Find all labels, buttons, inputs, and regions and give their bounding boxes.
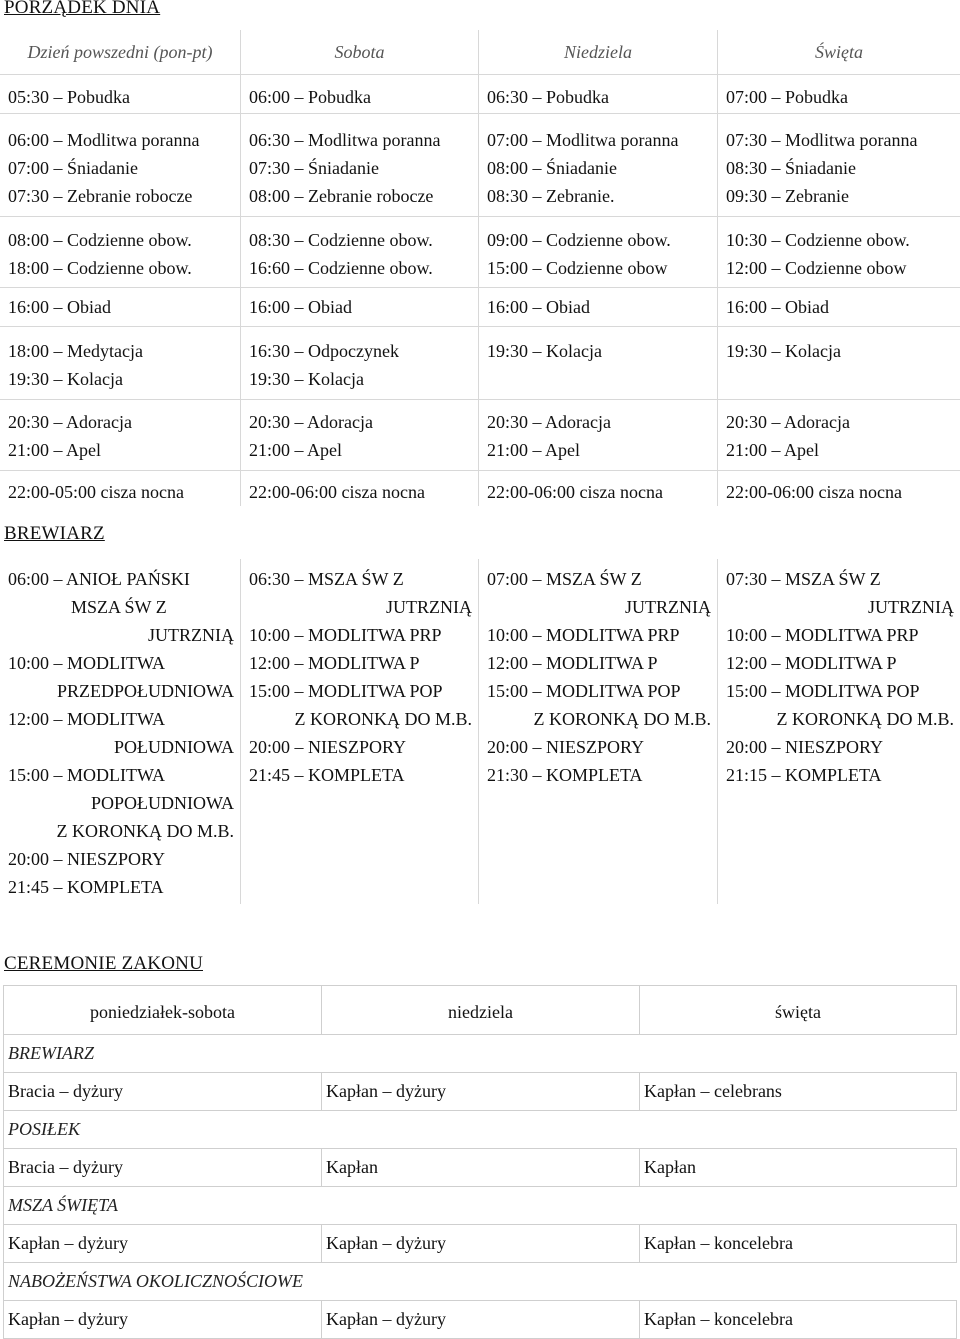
ceremonie-row bbox=[4, 1149, 957, 1187]
ceremonie-cell: Kapłan bbox=[640, 1149, 957, 1187]
schedule-cell bbox=[240, 288, 478, 326]
schedule-entry: 06:00 – Modlitwa poranna bbox=[8, 130, 200, 150]
schedule-entry: 06:30 – Pobudka bbox=[487, 87, 610, 107]
schedule-entry: 09:30 – Zebranie bbox=[726, 186, 849, 206]
schedule-cell bbox=[0, 288, 240, 326]
ceremonie-title: CEREMONIE ZAKONU bbox=[4, 953, 203, 974]
schedule-entry: 19:30 – Kolacja bbox=[249, 369, 364, 389]
schedule-cell bbox=[0, 400, 240, 470]
schedule-entry: 16:00 – Obiad bbox=[249, 297, 352, 317]
section-label: MSZA ŚWIĘTA bbox=[4, 1187, 957, 1225]
ceremonie-cell: Kapłan – koncelebra bbox=[640, 1301, 957, 1339]
schedule-entry: 08:00 – Śniadanie bbox=[487, 158, 617, 178]
porzadek-title: PORZĄDEK DNIA bbox=[4, 0, 161, 18]
ceremonie-row bbox=[4, 1225, 957, 1263]
schedule-entry: 07:00 – Modlitwa poranna bbox=[487, 130, 679, 150]
schedule-entry: 22:00-06:00 cisza nocna bbox=[487, 482, 663, 502]
schedule-entry: 19:30 – Kolacja bbox=[726, 341, 841, 361]
column-header-sunday: niedziela bbox=[322, 986, 640, 1035]
schedule-entry: 21:00 – Apel bbox=[726, 440, 819, 460]
ceremonie-table bbox=[3, 985, 957, 1339]
schedule-cell bbox=[0, 114, 240, 216]
schedule-cell bbox=[478, 217, 717, 287]
section-label: POSIŁEK bbox=[4, 1111, 957, 1149]
schedule-entry: 20:30 – Adoracja bbox=[8, 412, 132, 432]
schedule-row-night bbox=[0, 471, 960, 506]
schedule-cell bbox=[0, 327, 240, 399]
porzadek-header-row bbox=[0, 30, 960, 75]
schedule-entry: 16:60 – Codzienne obow. bbox=[249, 258, 433, 278]
column-header-weekday: Dzień powszedni (pon-pt) bbox=[27, 42, 213, 62]
prayer-entry: 10:00 – MODLITWA bbox=[8, 653, 165, 673]
schedule-cell bbox=[717, 217, 960, 287]
brewiarz-sunday-column bbox=[478, 559, 717, 904]
schedule-cell bbox=[478, 471, 717, 506]
schedule-entry: 08:30 – Zebranie. bbox=[487, 186, 615, 206]
prayer-entry: 06:00 – ANIOŁ PAŃSKI bbox=[8, 569, 190, 589]
schedule-cell bbox=[240, 114, 478, 216]
schedule-cell bbox=[717, 471, 960, 506]
ceremonie-cell: Kapłan – celebrans bbox=[640, 1073, 957, 1111]
schedule-entry: 08:00 – Codzienne obow. bbox=[8, 230, 192, 250]
prayer-entry: 21:15 – KOMPLETA bbox=[726, 765, 882, 785]
brewiarz-weekday-column bbox=[0, 559, 240, 904]
prayer-entry: 20:00 – NIESZPORY bbox=[487, 737, 645, 757]
ceremonie-row bbox=[4, 1073, 957, 1111]
schedule-entry: 22:00-05:00 cisza nocna bbox=[8, 482, 184, 502]
schedule-cell bbox=[0, 217, 240, 287]
ceremonie-row bbox=[4, 1301, 957, 1339]
column-header-holiday: święta bbox=[640, 986, 957, 1035]
column-header-mon-sat: poniedziałek-sobota bbox=[4, 986, 322, 1035]
prayer-entry: JUTRZNIĄ bbox=[868, 597, 954, 617]
prayer-entry: 15:00 – MODLITWA POP bbox=[726, 681, 920, 701]
schedule-entry: 06:30 – Modlitwa poranna bbox=[249, 130, 441, 150]
prayer-entry: 12:00 – MODLITWA bbox=[8, 709, 165, 729]
prayer-entry: 21:45 – KOMPLETA bbox=[8, 877, 164, 897]
schedule-row-evening bbox=[0, 327, 960, 400]
schedule-cell bbox=[717, 114, 960, 216]
column-header-holiday: Święta bbox=[717, 30, 960, 74]
schedule-entry: 05:30 – Pobudka bbox=[8, 87, 131, 107]
schedule-entry: 20:30 – Adoracja bbox=[726, 412, 850, 432]
schedule-entry: 22:00-06:00 cisza nocna bbox=[249, 482, 425, 502]
schedule-entry: 07:00 – Pobudka bbox=[726, 87, 849, 107]
schedule-entry: 07:30 – Śniadanie bbox=[249, 158, 379, 178]
prayer-entry: 07:30 – MSZA ŚW Z bbox=[726, 569, 881, 589]
prayer-entry: 20:00 – NIESZPORY bbox=[249, 737, 407, 757]
schedule-cell bbox=[478, 75, 717, 113]
ceremonie-cell: Bracia – dyżury bbox=[4, 1073, 322, 1111]
prayer-entry: Z KORONKĄ DO M.B. bbox=[294, 709, 472, 729]
brewiarz-table bbox=[0, 559, 960, 904]
schedule-entry: 19:30 – Kolacja bbox=[487, 341, 602, 361]
prayer-entry: 10:00 – MODLITWA PRP bbox=[487, 625, 680, 645]
section-row-brewiarz bbox=[4, 1035, 957, 1073]
prayer-entry: 20:00 – NIESZPORY bbox=[8, 849, 166, 869]
prayer-entry: POPOŁUDNIOWA bbox=[91, 793, 234, 813]
schedule-cell bbox=[240, 75, 478, 113]
prayer-entry: Z KORONKĄ DO M.B. bbox=[776, 709, 954, 729]
brewiarz-holiday-column bbox=[717, 559, 960, 904]
ceremonie-cell: Kapłan – dyżury bbox=[322, 1301, 640, 1339]
brewiarz-saturday-column bbox=[240, 559, 478, 904]
schedule-entry: 19:30 – Kolacja bbox=[8, 369, 123, 389]
schedule-cell bbox=[0, 75, 240, 113]
prayer-entry: JUTRZNIĄ bbox=[386, 597, 472, 617]
schedule-entry: 06:00 – Pobudka bbox=[249, 87, 372, 107]
schedule-cell bbox=[240, 217, 478, 287]
schedule-row-adoration bbox=[0, 400, 960, 471]
prayer-entry: 20:00 – NIESZPORY bbox=[726, 737, 884, 757]
prayer-entry: 06:30 – MSZA ŚW Z bbox=[249, 569, 404, 589]
schedule-row-lunch bbox=[0, 288, 960, 327]
column-header-saturday: Sobota bbox=[240, 30, 478, 74]
schedule-entry: 07:30 – Modlitwa poranna bbox=[726, 130, 918, 150]
schedule-entry: 07:30 – Zebranie robocze bbox=[8, 186, 193, 206]
schedule-entry: 16:00 – Obiad bbox=[487, 297, 590, 317]
ceremonie-cell: Kapłan – dyżury bbox=[4, 1301, 322, 1339]
section-row-nabozenstwa bbox=[4, 1263, 957, 1301]
section-row-msza bbox=[4, 1187, 957, 1225]
ceremonie-cell: Kapłan – dyżury bbox=[322, 1225, 640, 1263]
brewiarz-row bbox=[0, 559, 960, 904]
prayer-entry: JUTRZNIĄ bbox=[148, 625, 234, 645]
prayer-entry: Z KORONKĄ DO M.B. bbox=[533, 709, 711, 729]
schedule-cell bbox=[478, 400, 717, 470]
schedule-row-duties bbox=[0, 217, 960, 288]
schedule-entry: 09:00 – Codzienne obow. bbox=[487, 230, 671, 250]
prayer-entry: 15:00 – MODLITWA POP bbox=[249, 681, 443, 701]
prayer-entry: 12:00 – MODLITWA P bbox=[249, 653, 420, 673]
schedule-entry: 08:00 – Zebranie robocze bbox=[249, 186, 434, 206]
schedule-entry: 21:00 – Apel bbox=[249, 440, 342, 460]
prayer-entry: Z KORONKĄ DO M.B. bbox=[56, 821, 234, 841]
prayer-entry: 21:30 – KOMPLETA bbox=[487, 765, 643, 785]
brewiarz-title: BREWIARZ bbox=[4, 523, 105, 544]
schedule-entry: 16:30 – Odpoczynek bbox=[249, 341, 399, 361]
ceremonie-cell: Bracia – dyżury bbox=[4, 1149, 322, 1187]
schedule-entry: 20:30 – Adoracja bbox=[249, 412, 373, 432]
schedule-cell bbox=[478, 327, 717, 399]
prayer-entry: MSZA ŚW Z bbox=[71, 597, 167, 617]
prayer-entry: 15:00 – MODLITWA bbox=[8, 765, 165, 785]
prayer-entry: JUTRZNIĄ bbox=[625, 597, 711, 617]
prayer-entry: 15:00 – MODLITWA POP bbox=[487, 681, 681, 701]
prayer-entry: 07:00 – MSZA ŚW Z bbox=[487, 569, 642, 589]
schedule-entry: 08:30 – Śniadanie bbox=[726, 158, 856, 178]
schedule-entry: 08:30 – Codzienne obow. bbox=[249, 230, 433, 250]
schedule-entry: 15:00 – Codzienne obow bbox=[487, 258, 668, 278]
schedule-entry: 18:00 – Medytacja bbox=[8, 341, 143, 361]
ceremonie-cell: Kapłan – dyżury bbox=[322, 1073, 640, 1111]
schedule-cell bbox=[240, 327, 478, 399]
schedule-entry: 22:00-06:00 cisza nocna bbox=[726, 482, 902, 502]
porzadek-table bbox=[0, 30, 960, 506]
prayer-entry: 12:00 – MODLITWA P bbox=[487, 653, 658, 673]
column-header-sunday: Niedziela bbox=[478, 30, 717, 74]
schedule-cell bbox=[717, 400, 960, 470]
schedule-cell bbox=[240, 471, 478, 506]
schedule-row-wakeup bbox=[0, 75, 960, 114]
section-label: NABOŻEŃSTWA OKOLICZNOŚCIOWE bbox=[4, 1263, 957, 1301]
schedule-cell bbox=[717, 288, 960, 326]
schedule-entry: 12:00 – Codzienne obow bbox=[726, 258, 907, 278]
schedule-cell bbox=[717, 75, 960, 113]
ceremonie-cell: Kapłan – dyżury bbox=[4, 1225, 322, 1263]
schedule-entry: 18:00 – Codzienne obow. bbox=[8, 258, 192, 278]
schedule-cell bbox=[240, 400, 478, 470]
schedule-cell bbox=[478, 114, 717, 216]
ceremonie-cell: Kapłan – koncelebra bbox=[640, 1225, 957, 1263]
schedule-entry: 16:00 – Obiad bbox=[726, 297, 829, 317]
schedule-entry: 16:00 – Obiad bbox=[8, 297, 111, 317]
schedule-cell bbox=[0, 471, 240, 506]
prayer-entry: PRZEDPOŁUDNIOWA bbox=[57, 681, 234, 701]
prayer-entry: 21:45 – KOMPLETA bbox=[249, 765, 405, 785]
prayer-entry: 10:00 – MODLITWA PRP bbox=[726, 625, 919, 645]
ceremonie-cell: Kapłan bbox=[322, 1149, 640, 1187]
schedule-entry: 20:30 – Adoracja bbox=[487, 412, 611, 432]
schedule-entry: 21:00 – Apel bbox=[8, 440, 101, 460]
schedule-entry: 10:30 – Codzienne obow. bbox=[726, 230, 910, 250]
prayer-entry: 12:00 – MODLITWA P bbox=[726, 653, 897, 673]
schedule-cell bbox=[478, 288, 717, 326]
section-row-posilek bbox=[4, 1111, 957, 1149]
section-label: BREWIARZ bbox=[4, 1035, 957, 1073]
schedule-entry: 21:00 – Apel bbox=[487, 440, 580, 460]
prayer-entry: POŁUDNIOWA bbox=[114, 737, 234, 757]
schedule-cell bbox=[717, 327, 960, 399]
ceremonie-header-row bbox=[4, 986, 957, 1035]
prayer-entry: 10:00 – MODLITWA PRP bbox=[249, 625, 442, 645]
schedule-row-morning bbox=[0, 114, 960, 217]
schedule-entry: 07:00 – Śniadanie bbox=[8, 158, 138, 178]
